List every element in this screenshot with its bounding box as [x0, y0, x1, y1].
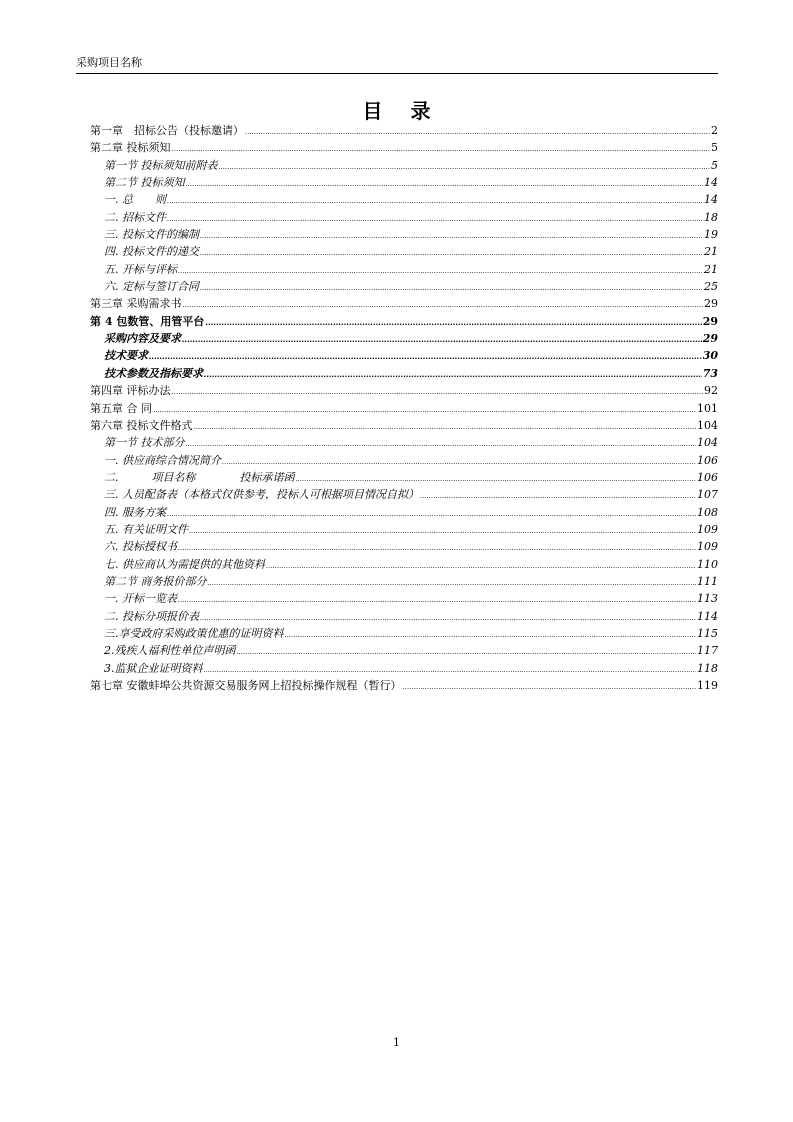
toc-entry-label: 一. 供应商综合情况简介: [104, 453, 221, 467]
toc-leader-dots: [153, 402, 696, 417]
toc-leader-dots: [204, 367, 702, 382]
toc-entry-page: 21: [704, 262, 718, 276]
table-of-contents: [90, 122, 718, 694]
toc-entry-page: 119: [697, 679, 718, 692]
toc-entry-label: 第一章 招标公告（投标邀请）: [90, 124, 244, 137]
toc-entry[interactable]: [90, 590, 718, 607]
toc-entry[interactable]: [90, 400, 718, 417]
toc-entry[interactable]: [90, 330, 718, 347]
toc-entry-page: 104: [697, 418, 718, 432]
toc-leader-dots: [189, 523, 696, 538]
toc-leader-dots: [167, 211, 703, 226]
toc-entry[interactable]: [90, 660, 718, 677]
toc-leader-dots: [178, 592, 696, 607]
toc-entry-label: 七. 供应商认为需提供的其他资料: [104, 557, 265, 571]
toc-entry[interactable]: [90, 191, 718, 208]
toc-leader-dots: [204, 662, 697, 677]
toc-leader-dots: [149, 349, 702, 364]
toc-entry-page: 109: [697, 540, 718, 554]
toc-entry[interactable]: [90, 538, 718, 555]
header-divider: [76, 73, 718, 74]
toc-entry-page: 29: [704, 297, 718, 311]
toc-entry-label: 第二章 投标须知: [90, 141, 171, 155]
toc-entry-label: 六. 定标与签订合同: [104, 280, 199, 294]
toc-entry-label: 2.残疾人福利性单位声明函: [104, 644, 236, 658]
toc-entry-page: 29: [702, 332, 718, 346]
toc-entry-page: 111: [697, 574, 718, 588]
toc-entry-page: 18: [704, 210, 718, 224]
toc-entry[interactable]: [90, 677, 718, 694]
toc-entry-label: 第四章 评标办法: [90, 384, 171, 398]
toc-entry[interactable]: [90, 573, 718, 590]
toc-entry[interactable]: [90, 608, 718, 625]
toc-entry-page: 92: [704, 384, 718, 398]
toc-entry[interactable]: [90, 486, 718, 503]
toc-entry[interactable]: [90, 122, 718, 139]
toc-leader-dots: [208, 575, 697, 590]
toc-leader-dots: [178, 540, 696, 555]
toc-entry-label: 五. 有关证明文件: [104, 522, 188, 536]
toc-entry[interactable]: [90, 504, 718, 521]
toc-entry-page: 101: [697, 401, 718, 415]
toc-entry[interactable]: [90, 209, 718, 226]
toc-leader-dots: [219, 159, 711, 174]
toc-entry-page: 2: [711, 124, 718, 137]
toc-entry-page: 25: [704, 280, 718, 294]
toc-entry[interactable]: [90, 625, 718, 642]
toc-entry-page: 114: [697, 609, 718, 623]
toc-leader-dots: [178, 263, 703, 278]
toc-entry-label: 四. 投标文件的递交: [104, 245, 199, 259]
toc-entry-label: 三. 人员配备表（本格式仅供参考，投标人可根据项目情况自拟）: [104, 488, 419, 502]
toc-entry[interactable]: [90, 382, 718, 399]
toc-entry-label: 六. 投标授权书: [104, 540, 177, 554]
toc-entry-page: 118: [697, 661, 718, 675]
page-number: 1: [393, 1036, 400, 1049]
toc-entry-label: 第三章 采购需求书: [90, 297, 182, 311]
toc-entry-page: 104: [697, 436, 718, 450]
toc-entry-page: 29: [702, 314, 718, 328]
toc-entry-label: 第一节 投标须知前附表: [104, 158, 218, 172]
toc-leader-dots: [266, 558, 696, 573]
toc-entry-label: 第二节 商务报价部分: [104, 574, 207, 588]
toc-leader-dots: [205, 315, 701, 330]
toc-leader-dots: [296, 471, 697, 486]
toc-leader-dots: [172, 384, 704, 399]
toc-entry-page: 109: [697, 522, 718, 536]
toc-entry[interactable]: [90, 295, 718, 312]
toc-entry-label: 第五章 合 同: [90, 401, 152, 415]
toc-leader-dots: [237, 644, 697, 659]
toc-title: 目录: [362, 99, 459, 123]
toc-leader-dots: [285, 627, 697, 642]
toc-leader-dots: [200, 610, 696, 625]
toc-entry-page: 5: [711, 158, 718, 172]
toc-entry-label: 技术要求: [104, 349, 148, 363]
toc-leader-dots: [194, 419, 697, 434]
toc-entry-page: 14: [704, 176, 718, 190]
toc-entry-label: 三.享受政府采购政策优惠的证明资料: [104, 626, 284, 640]
toc-entry[interactable]: [90, 642, 718, 659]
toc-leader-dots: [403, 679, 697, 694]
toc-entry-label: 一. 开标一览表: [104, 592, 177, 606]
toc-entry-label: 第一节 技术部分: [104, 436, 185, 450]
toc-leader-dots: [200, 280, 703, 295]
toc-entry-page: 21: [704, 245, 718, 259]
toc-entry-page: 106: [697, 470, 718, 484]
toc-entry[interactable]: [90, 226, 718, 243]
page-header-title: 采购项目名称: [76, 56, 142, 69]
toc-entry-page: 108: [697, 505, 718, 519]
toc-leader-dots: [200, 245, 703, 260]
toc-entry-label: 二. 招标文件: [104, 210, 166, 224]
toc-leader-dots: [200, 228, 703, 243]
toc-entry-label: 第六章 投标文件格式: [90, 418, 193, 432]
toc-entry[interactable]: [90, 261, 718, 278]
toc-entry-page: 73: [702, 366, 718, 380]
toc-leader-dots: [182, 332, 702, 347]
toc-entry-label: 四. 服务方案: [104, 505, 166, 519]
toc-entry-page: 14: [704, 193, 718, 207]
toc-leader-dots: [167, 193, 703, 208]
toc-entry-label: 3.监狱企业证明资料: [104, 661, 203, 675]
toc-entry[interactable]: [90, 365, 718, 382]
toc-entry[interactable]: [90, 174, 718, 191]
toc-leader-dots: [186, 436, 697, 451]
toc-entry-label: 技术参数及指标要求: [104, 366, 203, 380]
toc-leader-dots: [245, 124, 710, 139]
toc-leader-dots: [167, 506, 696, 521]
toc-entry-label: 二. 项目名称 投标承诺函: [104, 470, 295, 484]
toc-entry-page: 106: [697, 453, 718, 467]
toc-entry-page: 115: [697, 626, 718, 640]
toc-entry[interactable]: [90, 556, 718, 573]
toc-entry[interactable]: [90, 243, 718, 260]
toc-entry-label: 采购内容及要求: [104, 332, 181, 346]
toc-entry[interactable]: [90, 347, 718, 364]
toc-entry-label: 一. 总 则: [104, 193, 166, 207]
toc-entry[interactable]: [90, 278, 718, 295]
toc-entry[interactable]: [90, 434, 718, 451]
toc-entry[interactable]: [90, 157, 718, 174]
toc-entry-label: 第 4 包数管、用管平台: [90, 314, 205, 328]
toc-entry-label: 第二节 投标须知: [104, 176, 185, 190]
toc-entry-page: 117: [697, 644, 718, 658]
toc-entry[interactable]: [90, 452, 718, 469]
toc-entry-page: 110: [697, 557, 718, 571]
toc-leader-dots: [420, 488, 696, 503]
toc-entry-page: 19: [704, 228, 718, 242]
toc-entry-label: 二. 投标分项报价表: [104, 609, 199, 623]
toc-entry[interactable]: [90, 417, 718, 434]
toc-entry-page: 113: [697, 592, 718, 606]
toc-leader-dots: [186, 176, 704, 191]
toc-entry-page: 107: [697, 488, 718, 502]
toc-entry-label: 第七章 安徽蚌埠公共资源交易服务网上招投标操作规程（暂行）: [90, 679, 402, 692]
toc-entry-label: 五. 开标与评标: [104, 262, 177, 276]
toc-entry-label: 三. 投标文件的编制: [104, 228, 199, 242]
toc-entry-page: 30: [702, 349, 718, 363]
toc-entry[interactable]: [90, 521, 718, 538]
toc-entry[interactable]: [90, 469, 718, 486]
toc-leader-dots: [183, 297, 704, 312]
toc-leader-dots: [222, 454, 696, 469]
toc-leader-dots: [172, 141, 711, 156]
toc-entry[interactable]: [90, 313, 718, 330]
toc-entry-page: 5: [711, 141, 718, 155]
toc-entry[interactable]: [90, 139, 718, 156]
